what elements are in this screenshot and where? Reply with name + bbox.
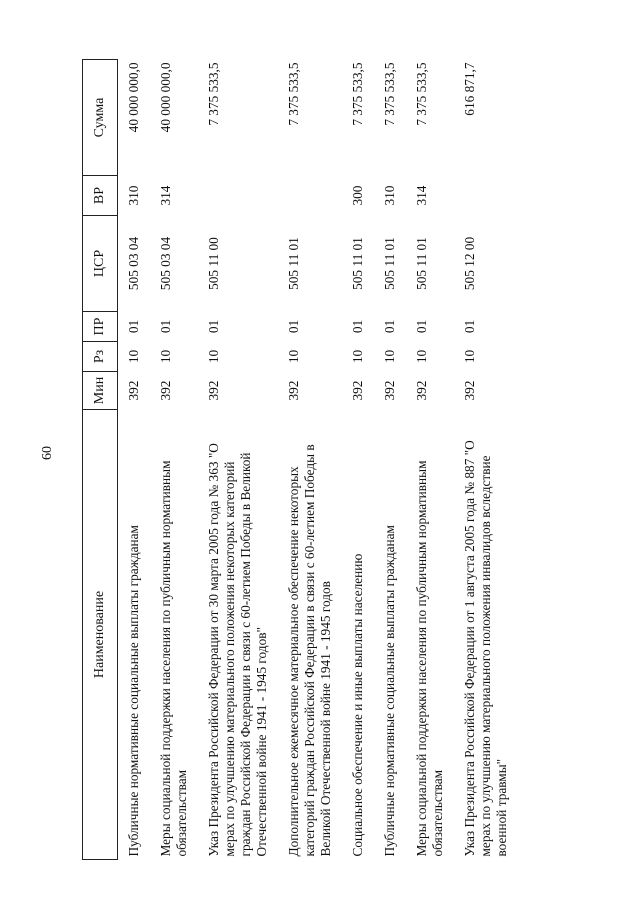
- cell-rz: 10: [350, 349, 365, 364]
- cell-rz: 10: [414, 349, 429, 364]
- cell-min: 392: [286, 380, 301, 401]
- cell-min: 392: [158, 380, 173, 401]
- cell-min: 392: [126, 380, 141, 401]
- rotated-page-content: [82, 60, 602, 860]
- cell-rz: 10: [462, 349, 477, 364]
- header-vr: ВР: [83, 176, 118, 216]
- cell-name: Социальное обеспечение и иные выплаты населению: [350, 553, 365, 857]
- table-row: [118, 60, 151, 860]
- cell-name: Публичные нормативные социальные выплаты гражданам: [126, 525, 141, 857]
- cell-pr: 01: [414, 319, 429, 334]
- cell-csr: 505 11 01: [382, 237, 397, 290]
- table-row: [278, 60, 342, 860]
- table-header-row: [83, 60, 118, 860]
- cell-min: 392: [462, 380, 477, 401]
- cell-pr: 01: [382, 319, 397, 334]
- cell-rz: 10: [158, 349, 173, 364]
- cell-vr: [454, 176, 518, 216]
- cell-name: Указ Президента Российской Федерации от 30 марта 2005 года № 363 "О мерах по улучшению материального положения некоторых категорий граждан Российской Федерации в связи с 60-летием Победы в Великой Отечественной войне 1941 - 1945 годов": [206, 443, 269, 857]
- cell-csr: 505 11 01: [350, 237, 365, 290]
- cell-vr: 314: [414, 185, 429, 206]
- cell-min: 392: [382, 380, 397, 401]
- cell-sum: 7 375 533,5: [206, 62, 221, 126]
- table-row: [198, 60, 278, 860]
- cell-rz: 10: [126, 349, 141, 364]
- cell-csr: 505 11 00: [206, 237, 221, 290]
- cell-sum: 7 375 533,5: [286, 62, 301, 126]
- cell-sum: 7 375 533,5: [382, 62, 397, 126]
- cell-name: Дополнительное ежемесячное материальное обеспечение некоторых категорий граждан Российской Федерации в связи с 60-летием Победы в Великой Отечественной войне 1941 - 1945 годов: [286, 444, 333, 857]
- header-csr: ЦСР: [83, 216, 118, 312]
- cell-rz: 10: [286, 349, 301, 364]
- cell-name: Публичные нормативные социальные выплаты гражданам: [382, 525, 397, 857]
- table-row: [342, 60, 374, 860]
- cell-vr: 310: [382, 185, 397, 206]
- cell-pr: 01: [126, 319, 141, 334]
- cell-vr: [198, 176, 278, 216]
- cell-pr: 01: [350, 319, 365, 334]
- cell-vr: 300: [350, 185, 365, 206]
- cell-sum: 7 375 533,5: [350, 62, 365, 126]
- cell-sum: 40 000 000,0: [158, 62, 173, 133]
- cell-min: 392: [350, 380, 365, 401]
- cell-csr: 505 11 01: [414, 237, 429, 290]
- table-row: [454, 60, 518, 860]
- cell-csr: 505 03 04: [126, 236, 141, 291]
- cell-name: Меры социальной поддержки населения по публичным нормативным обязательствам: [414, 460, 445, 857]
- header-min: Мин: [83, 372, 118, 410]
- budget-table: [82, 59, 518, 860]
- cell-min: 392: [414, 380, 429, 401]
- header-name: Наименование: [83, 410, 118, 860]
- cell-pr: 01: [286, 319, 301, 334]
- cell-name: Меры социальной поддержки населения по публичным нормативным обязательствам: [158, 460, 189, 857]
- table-row: [406, 60, 454, 860]
- header-pr: ПР: [83, 312, 118, 342]
- cell-rz: 10: [206, 349, 221, 364]
- table-row: [374, 60, 406, 860]
- cell-csr: 505 03 04: [158, 236, 173, 291]
- cell-sum: 40 000 000,0: [126, 62, 141, 133]
- cell-vr: 310: [126, 185, 141, 206]
- cell-csr: 505 11 01: [286, 237, 301, 290]
- table-row: [150, 60, 198, 860]
- cell-pr: 01: [158, 319, 173, 334]
- cell-min: 392: [206, 380, 221, 401]
- cell-pr: 01: [206, 319, 221, 334]
- cell-name: Указ Президента Российской Федерации от 1 августа 2005 года № 887 "О мерах по улучшению материального положения инвалидов вследствие военной травмы": [462, 440, 509, 857]
- cell-vr: [278, 176, 342, 216]
- cell-sum: 7 375 533,5: [414, 62, 429, 126]
- cell-pr: 01: [462, 319, 477, 334]
- cell-sum: 616 871,7: [462, 62, 477, 116]
- cell-csr: 505 12 00: [462, 236, 477, 291]
- header-sum: Сумма: [83, 60, 118, 176]
- page-number: 60: [40, 446, 55, 460]
- cell-vr: 314: [158, 185, 173, 206]
- cell-rz: 10: [382, 349, 397, 364]
- header-rz: Рз: [83, 342, 118, 372]
